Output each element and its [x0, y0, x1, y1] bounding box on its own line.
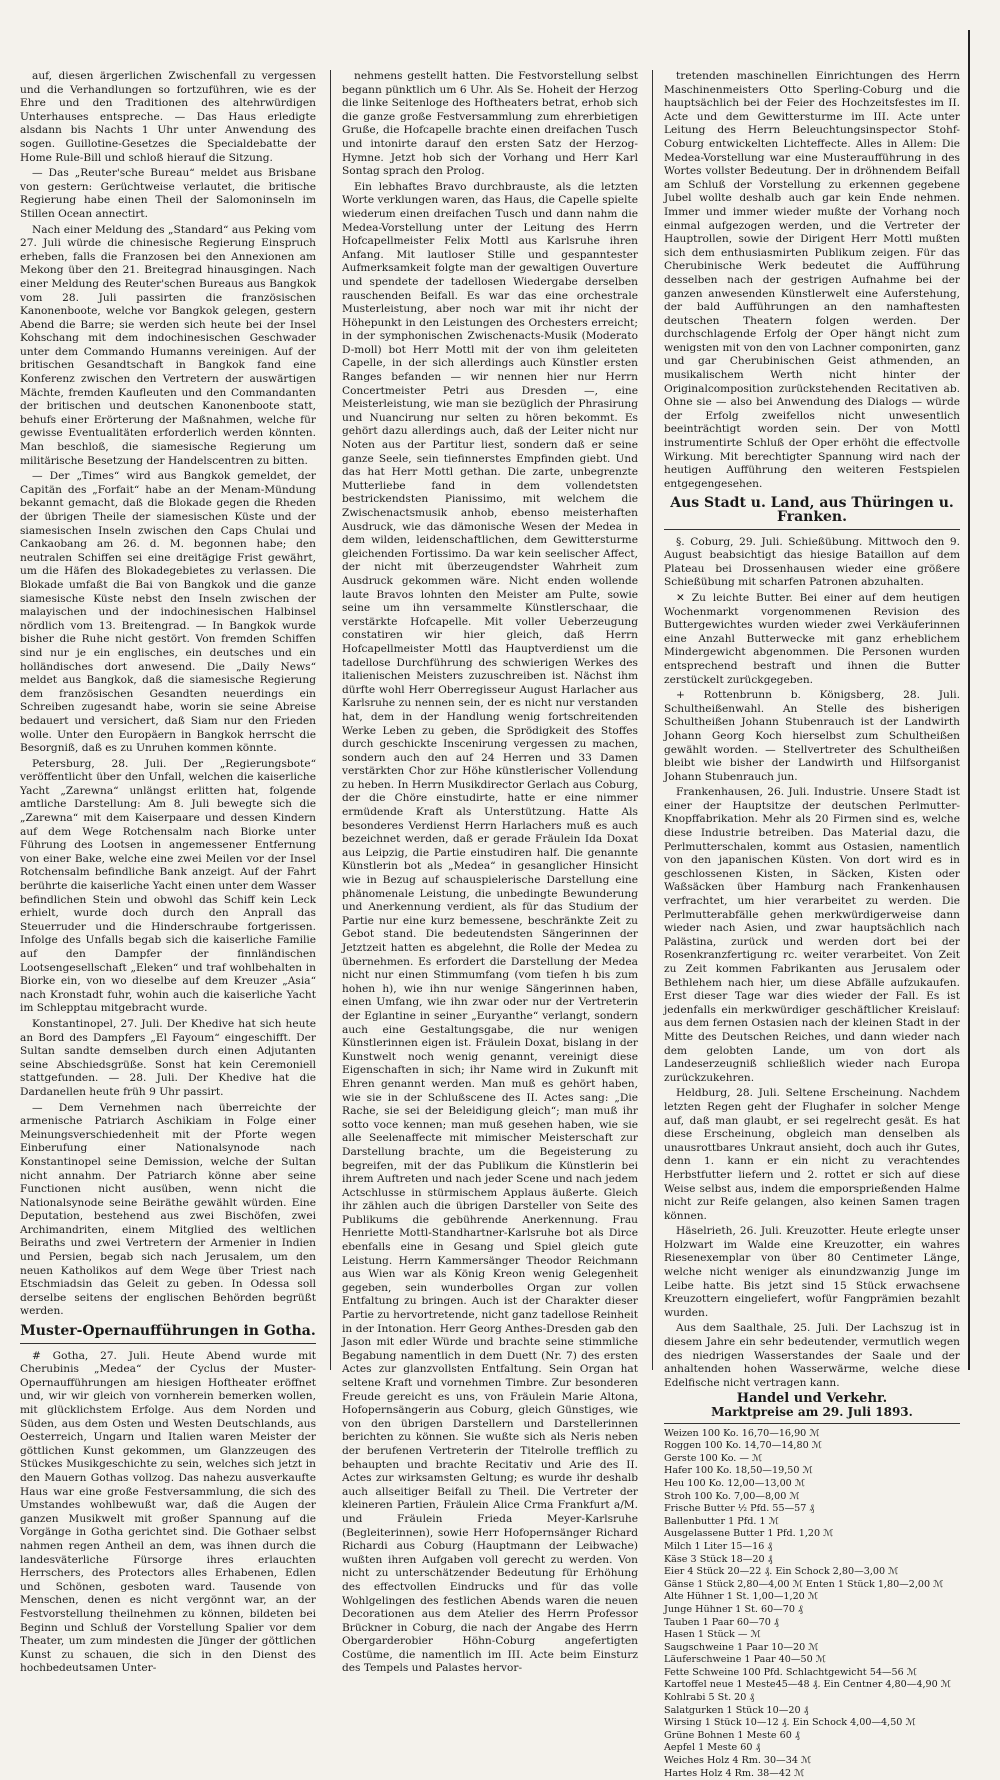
price-row: Fette Schweine 100 Pfd. Schlachtgewicht 54—56 ℳ: [664, 1666, 918, 1678]
article-paragraph: Petersburg, 28. Juli. Der „Regierungsbote“ veröffentlicht über den Unfall, welchen die kaiserliche Yacht „Zarewna“ unlängst erlitten hat, folgende amtliche Darstellung: Am 8. Juli bewegte sich die „Zarewna“ mit dem Kaiserpaare und dessen Kindern auf dem Wege Rotchensalm nach Biorke unter Führung des Lootsen in angemessener Entfernung von einer Bake, welche eine zwei Meilen vor der Insel Rotchensalm befindliche Bank anzeigt. Auf der Fahrt berührte die kaiserliche Yacht einen unter dem Wasser befindlichen Stein und obwohl das Schiff kein Leck erhielt, wurde doch durch den Anprall das Steuerruder und die Hinderschraube fortgerissen. Infolge des Unfalls begab sich die kaiserliche Familie auf den Dampfer der finnländischen Lootsengesellschaft „Eleken“ und traf wohlbehalten in Biorke ein, von wo dieselbe auf dem Kreuzer „Asia“ nach Kronstadt fuhr, wohin auch die kaiserliche Yacht im Schlepptau mitgebracht wurde.: [20, 757, 316, 1015]
price-row: Salatgurken 1 Stück 10—20 ₰: [664, 1704, 809, 1716]
article-paragraph: # Gotha, 27. Juli. Heute Abend wurde mit Cherubinis „Medea“ der Cyclus der Muster-Opernaufführungen am hiesigen Hoftheater eröffnet und, wir wir gleich von vornherein bemerken wollen, mit glücklichstem Erfolge. Aus dem Norden und Süden, aus dem Osten und Westen Deutschlands, aus Oesterreich, Ungarn und Italien waren Meister der göttlichen Kunst gekommen, um Glanzzeugen des Stückes Musikgeschichte zu sein, welches sich jetzt in den Mauern Gothas vollzog. Das nahezu ausverkaufte Haus war eine große Festversammlung, die sich des Umstandes wohlbewußt war, daß die Augen der ganzen Musikwelt mit großer Spannung auf die Vorgänge in Gotha gerichtet sind. Die Gothaer selbst nahmen regen Antheil an dem, was ihnen durch die landesväterliche Fürsorge ihres erlauchten Herrschers, des Protectors alles Erhabenen, Edlen und Schönen, gesboten ward. Tausende von Menschen, denen es nicht vergönnt war, an der Festvorstellung theilnehmen zu können, bildeten bei Beginn und Schluß der Vorstellung Spalier vor dem Theater, um zum mindesten die Jünger der göttlichen Kunst zu schauen, die sich in den Dienst des hochbedeutsamen Unter-: [20, 1349, 316, 1675]
section-heading: Muster-Opernaufführungen in Gotha.: [20, 1325, 316, 1344]
price-row: Kartoffel neue 1 Meste45—48 ₰. Ein Centner 4,80—4,90 ℳ: [664, 1679, 952, 1691]
article-paragraph: + Rottenbrunn b. Königsberg, 28. Juli. Schultheißenwahl. An Stelle des bisherigen Schultheißen Johann Stubenrauch ist der Landwirth Johann Georg Koch hierselbst zum Schultheißen gewählt worden. — Stellvertreter des Schultheißen bleibt wie bisher der Landwirth und Hilfsorganist Johann Stubenrauch jun.: [664, 689, 960, 783]
article-paragraph: Ein lebhaftes Bravo durchbrauste, als die letzten Worte verklungen waren, das Haus, die Capelle spielte wiederum einen dreifachen Tusch und dann nahm die Medea-Vorstellung unter der Leitung des Herrn Hofcapellmeister Felix Mottl aus Karlsruhe ihren Anfang. Mit lautloser Stille und gespanntester Aufmerksamkeit folgte man der gewaltigen Ouverture und spendete der tadellosen Wiedergabe derselben rauschenden Beifall. Es war das eine orchestrale Musterleistung, aber noch war mit ihr nicht der Höhepunkt in den Leistungen des Orchesters erreicht; in der symphonischen Zwischenacts-Musik (Moderato D-moll) bot Herr Mottl mit der von ihm geleiteten Capelle, in der sich allerdings auch Künstler ersten Ranges befanden — wir nennen hier nur Herrn Concertmeister Petri aus Dresden —, eine Meisterleistung, wie man sie bezüglich der Phrasirung und Nuancirung nur selten zu hören bekommt. Es gehört dazu allerdings auch, daß der Leiter nicht nur Noten aus der Partitur liest, sondern daß er seine ganze Seele, sein tiefinnerstes Empfinden giebt. Und das hat Herr Mottl gethan. Die zarte, unbegrenzte Mutterliebe fand in dem vollendetsten bestrickendsten Pianissimo, mit welchem die Zwischenactsmusik anhob, ebenso meisterhaften Ausdruck, wie das dämonische Wesen der Medea in dem wilden, leidenschaftlichen, dem Gewittersturme gleichenden Fortissimo. Da war kein seelischer Affect, der nicht mit überzeugendster Wahrheit zum Ausdruck gekommen wäre. Nicht enden wollende laute Bravos lohnten den Meister am Pulte, sowie seine um ihn versammelte Künstlerschaar, die verstärkte Hofcapelle. Mit voller Ueberzeugung constatiren wir hier gleich, daß Herrn Hofcapellmeister Mottl das Hauptverdienst um die tadellose Durchführung des schwierigen Werkes des italienischen Meisters zuzuschreiben ist. Nächst ihm dürfte wohl Herr Oberregisseur August Harlacher aus Karlsruhe zu nennen sein, der es nicht nur verstanden hat, dem in der Handlung wenig fortschreitenden Werke Leben zu geben, die Sprödigkeit des Stoffes durch geschickte Inscenirung vergessen zu machen, sondern auch den auf 24 Herren und 33 Damen verstärkten Chor zur Höhe künstlerischer Vollendung zu heben. In Herrn Musikdirector Gerlach aus Coburg, der die Chöre einstudirte, hatte er eine nimmer ermüdende Kraft als Unterstützung. Hatte Als besonderes Verdienst Herrn Harlachers muß es auch bezeichnet werden, daß er gerade Fräulein Ida Doxat aus Leipzig, die Partie einstudiren half. Die genannte Künstlerin bot als „Medea“ in gesanglicher Hinsicht wie in Bezug auf schauspielerische Darstellung eine phänomenale Leistung, die unbedingte Bewunderung und Anerkennung verdient, als für das Studium der Partie nur eine kurz bemessene, beschränkte Zeit zu Gebot stand. Die bedeutendsten Sängerinnen der Jetztzeit hatten es abgelehnt, die Rolle der Medea zu übernehmen. Es erfordert die Darstellung der Medea nicht nur einen Stimmumfang (vom tiefen h bis zum hohen h), wie ihn nur wenige Sängerinnen haben, einen Umfang, wie ihn zwar oder nur der Vertreterin der Eglantine in seiner „Euryanthe“ verlangt, sondern auch eine Gestaltungsgabe, die nur wenigen Künstlerinnen eigen ist. Fräulein Doxat, bislang in der Kunstwelt noch wenig genannt, vereinigt diese Eigenschaften in sich; ihr Name wird in Zukunft mit Ehren genannt werden. Man muß es gehört haben, wie sie in der Schlußscene des II. Actes sang: „Die Rache, sie sei der Beleidigung gleich“; man muß ihr sotto voce kennen; man muß gesehen haben, wie sie alle Seelenaffecte mit mimischer Meisterschaft zur Darstellung brachte, um die Begeisterung zu begreifen, mit der das Publikum die Künstlerin bei ihrem Auftreten und nach jeder Scene und nach jedem Actschlusse in stürmischem Applaus äußerte. Gleich ihr zählen auch die übrigen Darsteller von Seite des Publikums die gebührende Anerkennung. Frau Henriette Mottl-Standhartner-Karlsruhe bot als Dirce ebenfalls eine in Gesang und Spiel gleich gute Leistung. Herrn Kammersänger Theodor Reichmann aus Wien war als König Kreon wenig Gelegenheit gegeben, sein wunderbolles Organ zur vollen Entfaltung zu bringen. Auch ist der Charakter dieser Partie zu hervortretende, nicht ganz tadellose Reinheit in der Intonation. Herr Georg Anthes-Dresden gab den Jason mit edler Würde und brachte seine stimmliche Begabung namentlich in dem Duett (Nr. 7) des ersten Actes zur glanzvollsten Entfaltung. Sein Organ hat seltene Kraft und vornehmen Timbre. Zur besonderen Freude gereicht es uns, von Fräulein Marie Altona, Hofopernsängerin aus Coburg, gleich Günstiges, wie von den übrigen Darstellern und Darstellerinnen berichten zu können. Sie wußte sich als Neris neben der berufenen Vertreterin der Titelrolle trefflich zu behaupten und brachte Recitativ und Arie des II. Actes zur wirksamsten Geltung; es wurde ihr deshalb auch allseitiger Beifall zu Theil. Die Vertreter der kleineren Partien, Fräulein Alice Crma Frankfurt a/M. und Fräulein Frieda Meyer-Karlsruhe (Begleiterinnen), sowie Herr Hofopernsänger Richard Richardi aus Coburg (Hauptmann der Leibwache) wußten ihren Aufgaben voll gerecht zu werden. Von nicht zu unterschätzender Bedeutung für Erhöhung des effectvollen Eindrucks und für das volle Wohlgelingen des festlichen Abends waren die neuen Decorationen aus dem Atelier des Herrn Professor Brückner in Coburg, die nach der Angabe des Herrn Obergarderobier Höhn-Coburg angefertigten Costüme, die namentlich im III. Acte beim Einsturz des Tempels und Palastes hervor-: [342, 180, 638, 1675]
price-row: Frische Butter ½ Pfd. 55—57 ₰: [664, 1503, 815, 1515]
article-paragraph: Heldburg, 28. Juli. Seltene Erscheinung. Nachdem letzten Regen geht der Flughafer in solcher Menge auf, daß man glaubt, er sei regelrecht gesät. Es hat diese Erscheinung, obgleich man denselben als unausrottbares Unkraut ansieht, doch auch ihr Gutes, denn 1. kann er ein nicht zu verachtendes Herbstfutter liefern und 2. rottet er sich auf diese Weise selbst aus, indem die emporsprießenden Halme nicht zur Reife gelangen, also keinen Samen tragen können.: [664, 1087, 960, 1222]
column-3: [664, 70, 960, 1779]
newspaper-page: [20, 70, 960, 1779]
price-row: Tauben 1 Paar 60—70 ₰: [664, 1616, 779, 1628]
price-row: Läuferschweine 1 Paar 40—50 ℳ: [664, 1654, 826, 1666]
article-paragraph: tretenden maschinellen Einrichtungen des Herrn Maschinenmeisters Otto Sperling-Coburg und die hauptsächlich bei der Feier des Hochzeitsfestes im II. Acte und dem Gewittersturme im III. Acte unter Leitung des Herrn Beleuchtungsinspector Stohf-Coburg entwickelten Lichteffecte. Alles in Allem: Die Medea-Vorstellung war eine Musteraufführung in des Wortes vollster Bedeutung. Der in dröhnendem Beifall am Schluß der Vorstellung zu erkennen gegebene Jubel wollte deshalb auch gar kein Ende nehmen. Immer und immer wieder mußte der Vorhang noch einmal aufgezogen werden, und die Vertreter der Hauptrollen, sowie der Dirigent Herr Mottl mußten sich dem enthusiasmirten Publikum zeigen. Für das Cherubinische Werk bedeutet die Aufführung desselben nach der gestrigen Aufnahme bei der ganzen anwesenden Künstlerwelt eine Auferstehung, der bald Aufführungen an den namhaftesten deutschen Theatern folgen werden. Der durchschlagende Erfolg der Oper hängt nicht zum wenigsten mit von den von Lachner componirten, ganz und gar Cherubinischen Geist athmenden, an musikalischem Werth nicht hinter der Originalcomposition zurückstehenden Recitativen ab. Ohne sie — also bei Anwendung des Dialogs — würde der Erfolg zweifellos nicht unwesentlich beeinträchtigt worden sein. Der von Mottl instrumentirte Schluß der Oper erhöht die effectvolle Wirkung. Mit berechtigter Spannung wird nach der heutigen Aufführung den weiteren Festspielen entgegengesehen.: [664, 70, 960, 490]
price-row: Milch 1 Liter 15—16 ₰: [664, 1540, 773, 1552]
price-row: Ballenbutter 1 Pfd. 1 ℳ: [664, 1515, 779, 1527]
column-rule: [652, 70, 653, 1370]
article-paragraph: Nach einer Meldung des „Standard“ aus Peking vom 27. Juli würde die chinesische Regierung Einspruch erheben, falls die Franzosen bei den Annexionen am Mekong über den 21. Breitegrad hinausgingen. Nach einer Meldung des Reuter'schen Bureaus aus Bangkok vom 28. Juli passirten die französischen Kanonenboote, welche vor Bangkok gelegen, gestern Abend die Barre; sie werden sich heute bei der Insel Kohschang mit dem indochinesischen Geschwader unter dem Commando Humanns vereinigen. Auf der britischen Gesandtschaft in Bangkok fand eine Konferenz zwischen den Vertretern der auswärtigen Mächte, fremden Kaufleuten und den Commandanten der britischen und deutschen Kanonenboote statt, behufs einer Erörterung der Maßnahmen, welche für gewisse Eventualitäten erforderlich werden könnten. Man beschloß, die siamesische Regierung um militärische Besetzung der Handelscentren zu bitten.: [20, 223, 316, 467]
price-row: Weiches Holz 4 Rm. 30—34 ℳ: [664, 1755, 812, 1767]
column-2: [342, 70, 638, 1675]
price-row: Hafer 100 Ko. 18,50—19,50 ℳ: [664, 1465, 813, 1477]
price-row: Aepfel 1 Meste 60 ₰: [664, 1742, 761, 1754]
price-row: Junge Hühner 1 St. 60—70 ₰: [664, 1603, 803, 1615]
price-row: Eier 4 Stück 20—22 ₰. Ein Schock 2,80—3,00 ℳ: [664, 1566, 899, 1578]
price-row: Weizen 100 Ko. 16,70—16,90 ℳ: [664, 1427, 820, 1439]
article-paragraph: — Dem Vernehmen nach überreichte der armenische Patriarch Aschikiam in Folge einer Meinungsverschiedenheit mit der Pforte wegen Einberufung einer Nationalsynode nach Konstantinopel seine Demission, welche der Sultan nicht annahm. Der Patriarch könne aber seine Functionen nicht ausüben, wenn nicht die Nationalsynode seine Beiräthe gewählt würden. Eine Deputation, bestehend aus zwei Bischöfen, zwei Archimandriten, einem Mitglied des weltlichen Beiraths und zwei Vertretern der Armenier in Indien und Persien, begab sich nach Jerusalem, um den neuen Katholikos auf dem Wege über Triest nach Etschmiadsin das Geleit zu geben. In Odessa soll derselbe seitens der englischen Behörden begrüßt werden.: [20, 1101, 316, 1318]
price-row: Roggen 100 Ko. 14,70—14,80 ℳ: [664, 1440, 822, 1452]
article-paragraph: Frankenhausen, 26. Juli. Industrie. Unsere Stadt ist einer der Hauptsitze der deutschen Perlmutter-Knopffabrikation. Mehr als 20 Firmen sind es, welche diese Industrie betreiben. Das Material dazu, die Perlmutterschalen, kommt aus Ostasien, namentlich von den japanischen Küsten. Von dort wird es in geschlossenen Kisten, in Säcken, Kisten oder Waßsäcken über Hamburg nach Frankenhausen verfrachtet, um hier verarbeitet zu werden. Die Perlmutterabfälle gehen merkwürdigerweise dann wieder nach Asien, und zwar hauptsächlich nach Palästina, zurück und werden dort bei der Rosenkranzfertigung rc. weiter verarbeitet. Von Zeit zu Zeit kommen Fabrikanten aus Jerusalem oder Bethlehem nach hier, um diese Abfälle aufzukaufen. Erst dieser Tage war dies wieder der Fall. Es ist jedenfalls ein merkwürdiger geschäftlicher Kreislauf: aus dem fernen Ostasien nach der kleinen Stadt in der Mitte des Deutschen Reiches, und dann wieder nach dem gelobten Lande, um von dort als Landeserzeugniß schließlich wieder nach Europa zurückzukehren.: [664, 786, 960, 1084]
article-paragraph: Aus dem Saalthale, 25. Juli. Der Lachszug ist in diesem Jahre ein sehr bedeutender, vermutlich wegen des niedrigen Wasserstandes der Saale und der anhaltenden hohen Wasserwärme, welche diese Edelfische nicht vertragen kann.: [664, 1322, 960, 1389]
price-row: Stroh 100 Ko. 7,00—8,00 ℳ: [664, 1490, 800, 1502]
article-paragraph: nehmens gestellt hatten. Die Festvorstellung selbst begann pünktlich um 6 Uhr. Als Se. Hoheit der Herzog die linke Seitenloge des Hoftheaters betrat, erhob sich die ganze große Festversammlung zum ehrerbietigen Gruße, die Hofcapelle brachte einen dreifachen Tusch und intonirte darauf den ersten Satz der Herzog-Hymne. Jetzt hob sich der Vorhang und Herr Karl Sontag sprach den Prolog.: [342, 70, 638, 178]
price-row: Grüne Bohnen 1 Meste 60 ₰: [664, 1729, 800, 1741]
price-row: Saugschweine 1 Paar 10—20 ℳ: [664, 1641, 819, 1653]
price-row: Wirsing 1 Stück 10—12 ₰. Ein Schock 4,00—4,50 ℳ: [664, 1717, 916, 1729]
article-paragraph: — Der „Times“ wird aus Bangkok gemeldet, der Capitän des „Forfait“ habe an der Menam-Mündung bekannt gemacht, daß die Blokade gegen die Rheden der übrigen Theile der siamesischen Küste und der siamesischen Inseln zwischen den Caps Chulai und Cankaobang am 26. d. M. begonnen habe; den neutralen Schiffen sei eine dreitägige Frist gewährt, um die Häfen des Blokadegebietes zu verlassen. Die Blokade umfaßt die Bai von Bangkok und die ganze siamesische Küste nebst den Inseln zwischen der malayischen und der indochinesischen Halbinsel nördlich vom 13. Breitengrad. — In Bangkok wurde bisher die Ruhe nicht gestört. Von fremden Schiffen sind nur je ein englisches, ein deutsches und ein holländisches dort anwesend. Die „Daily News“ meldet aus Bangkok, daß die siamesische Regierung dem französischen Gesandten neuerdings ein Schreiben zugesandt habe, worin sie seine Abreise bedauert und versichert, daß Siam nur den Frieden wolle. Unter den Europäern in Bangkok herrscht die Besorgniß, daß es zu Unruhen kommen könnte.: [20, 470, 316, 755]
column-rule: [330, 70, 331, 1370]
price-row: Kohlrabi 5 St. 20 ₰: [664, 1692, 755, 1704]
article-paragraph: — Das „Reuter'sche Bureau“ meldet aus Brisbane von gestern: Gerüchtweise verlautet, die britische Regierung habe einen Theil der Salomoninseln im Stillen Ocean annectirt.: [20, 167, 316, 220]
article-paragraph: auf, diesen ärgerlichen Zwischenfall zu vergessen und die Verhandlungen so fortzuführen, wie es der Ehre und den Traditionen des altehrwürdigen Unterhauses entspreche. — Das Haus erledigte alsdann bis Nachts 1 Uhr unter Anwendung des sogen. Guillotine-Gesetzes die Specialdebatte der Home Rule-Bill und schloß hierauf die Sitzung.: [20, 70, 316, 164]
market-prices-heading: Marktpreise am 29. Juli 1893.: [664, 1406, 960, 1424]
section-heading: Aus Stadt u. Land, aus Thüringen u. Franken.: [664, 497, 960, 529]
page-edge-line: [968, 30, 970, 1370]
price-row: Gänse 1 Stück 2,80—4,00 ℳ Enten 1 Stück 1,80—2,00 ℳ: [664, 1578, 944, 1590]
article-paragraph: §. Coburg, 29. Juli. Schießübung. Mittwoch den 9. August beabsichtigt das hiesige Bataillon auf dem Plateau bei Drossenhausen wieder eine größere Schießübung mit scharfen Patronen abzuhalten.: [664, 535, 960, 589]
price-row: Ausgelassene Butter 1 Pfd. 1,20 ℳ: [664, 1528, 834, 1540]
price-list: [664, 1428, 960, 1780]
article-paragraph: Konstantinopel, 27. Juli. Der Khedive hat sich heute an Bord des Dampfers „El Fayoum“ eingeschifft. Der Sultan sandte demselben durch einen Adjutanten seine Abschiedsgrüße. Sonst hat kein Ceremoniell stattgefunden. — 28. Juli. Der Khedive hat die Dardanellen heute früh 9 Uhr passirt.: [20, 1017, 316, 1098]
article-paragraph: ✕ Zu leichte Butter. Bei einer auf dem heutigen Wochenmarkt vorgenommenen Revision des Buttergewichtes wurden wieder zwei Verkäuferinnen eine Anzahl Butterwecke mit ganz erheblichem Mindergewicht abgenommen. Die Personen wurden entsprechend bestraft und ihnen die Butter zerstückelt zurückgegeben.: [664, 591, 960, 686]
price-row: Käse 3 Stück 18—20 ₰: [664, 1553, 773, 1565]
price-row: Gerste 100 Ko. — ℳ: [664, 1452, 763, 1464]
price-row: Heu 100 Ko. 12,00—13,00 ℳ: [664, 1477, 806, 1489]
price-row: Hartes Holz 4 Rm. 38—42 ℳ: [664, 1767, 805, 1779]
column-1: [20, 70, 316, 1675]
trade-heading: Handel und Verkehr.: [736, 1391, 888, 1407]
price-row: Hasen 1 Stück — ℳ: [664, 1629, 761, 1641]
article-paragraph: Häselrieth, 26. Juli. Kreuzotter. Heute erlegte unser Holzwart im Walde eine Kreuzotter, ein wahres Riesenexemplar von über 80 Centimeter Länge, welche nicht weniger als einundzwanzig Junge im Leibe hatte. Bis jetzt sind 15 Stück erwachsene Kreuzottern eingeliefert, wofür Fangprämien bezahlt wurden.: [664, 1225, 960, 1319]
price-row: Alte Hühner 1 St. 1,00—1,20 ℳ: [664, 1591, 819, 1603]
